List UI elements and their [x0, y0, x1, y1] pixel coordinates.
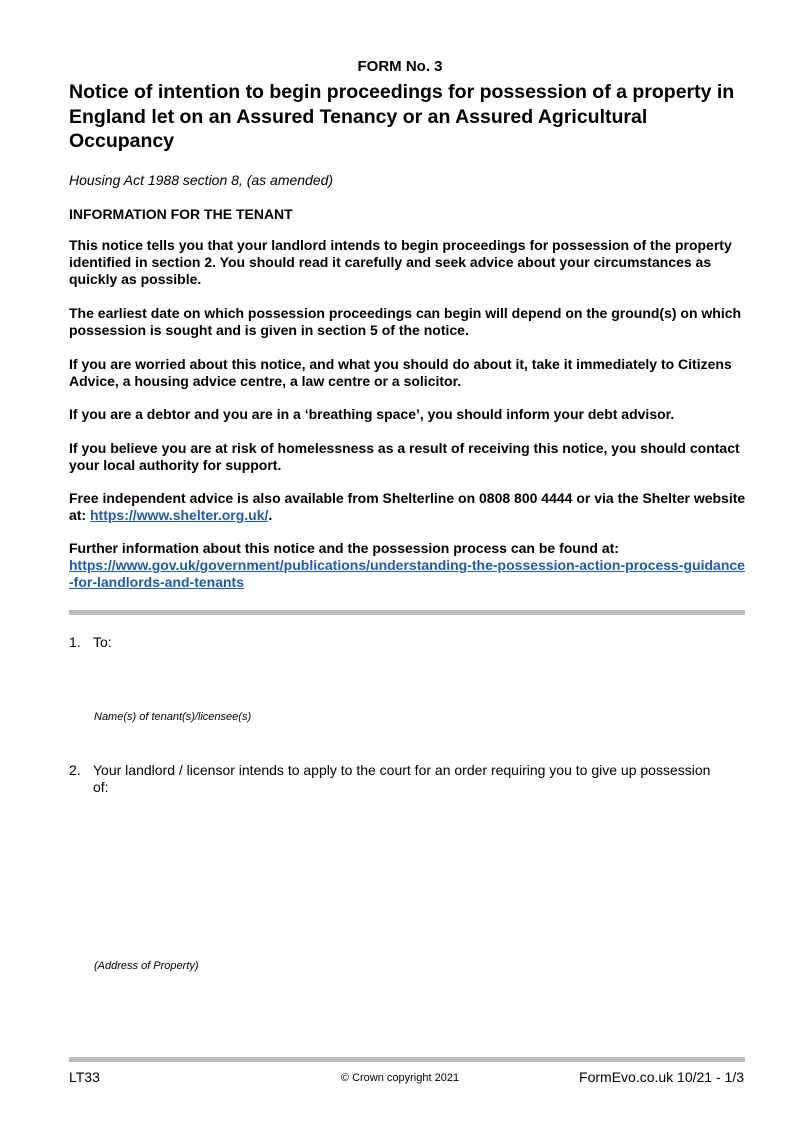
info-paragraph-shelter [69, 490, 749, 524]
info-paragraph-2: The earliest date on which possession proceedings can begin will depend on the ground(s) on which possession is sought and is given in section 5 of the notice. [69, 305, 742, 338]
form-number: FORM No. 3 [357, 58, 443, 75]
tenant-name-caption: Name(s) of tenant(s)/licensee(s) [94, 711, 252, 723]
section-1-number: 1. [69, 634, 81, 650]
footer-divider [69, 1057, 745, 1062]
gov-guidance-link[interactable]: https://www.gov.uk/government/publications/understanding-the-possession-action-process-guidance-for-landlords-and-tenants [69, 557, 745, 590]
form-subtitle: Housing Act 1988 section 8, (as amended) [69, 172, 334, 188]
info-paragraph-further [69, 540, 749, 591]
info-heading: INFORMATION FOR THE TENANT [69, 206, 293, 222]
shelter-text: Free independent advice is also available from Shelterline on 0808 800 4444 or via the Shelter website at: [69, 490, 746, 523]
info-paragraph-5: If you believe you are at risk of homelessness as a result of receiving this notice, you should contact your local authority for support. [69, 440, 740, 473]
footer-copyright: © Crown copyright 2021 [340, 1072, 460, 1084]
section-2-number: 2. [69, 762, 81, 778]
further-text: Further information about this notice and the possession process can be found at: [69, 540, 619, 556]
info-paragraph-3: If you are worried about this notice, and what you should do about it, take it immediately to Citizens Advice, a housing advice centre, a law centre or a solicitor. [69, 356, 732, 389]
shelter-end: . [268, 507, 273, 523]
section-divider-top [69, 610, 745, 615]
address-caption: (Address of Property) [94, 960, 199, 972]
footer-page-info: FormEvo.co.uk 10/21 - 1/3 [579, 1069, 744, 1085]
shelter-link[interactable]: https://www.shelter.org.uk/ [90, 507, 269, 523]
section-1-label: To: [93, 634, 112, 650]
footer-form-code: LT33 [69, 1069, 100, 1085]
section-2-label: Your landlord / licensor intends to apply to the court for an order requiring you to give up possession of: [93, 762, 711, 795]
info-paragraph-1: This notice tells you that your landlord intends to begin proceedings for possession of the property identified in section 2. You should read it carefully and seek advice about your circumstances as quickly as possible. [69, 237, 732, 287]
info-paragraph-4: If you are a debtor and you are in a ‘breathing space’, you should inform your debt advisor. [69, 406, 675, 422]
form-title: Notice of intention to begin proceedings for possession of a property in England let on an Assured Tenancy or an Assured Agricultural Occupancy [69, 81, 735, 152]
